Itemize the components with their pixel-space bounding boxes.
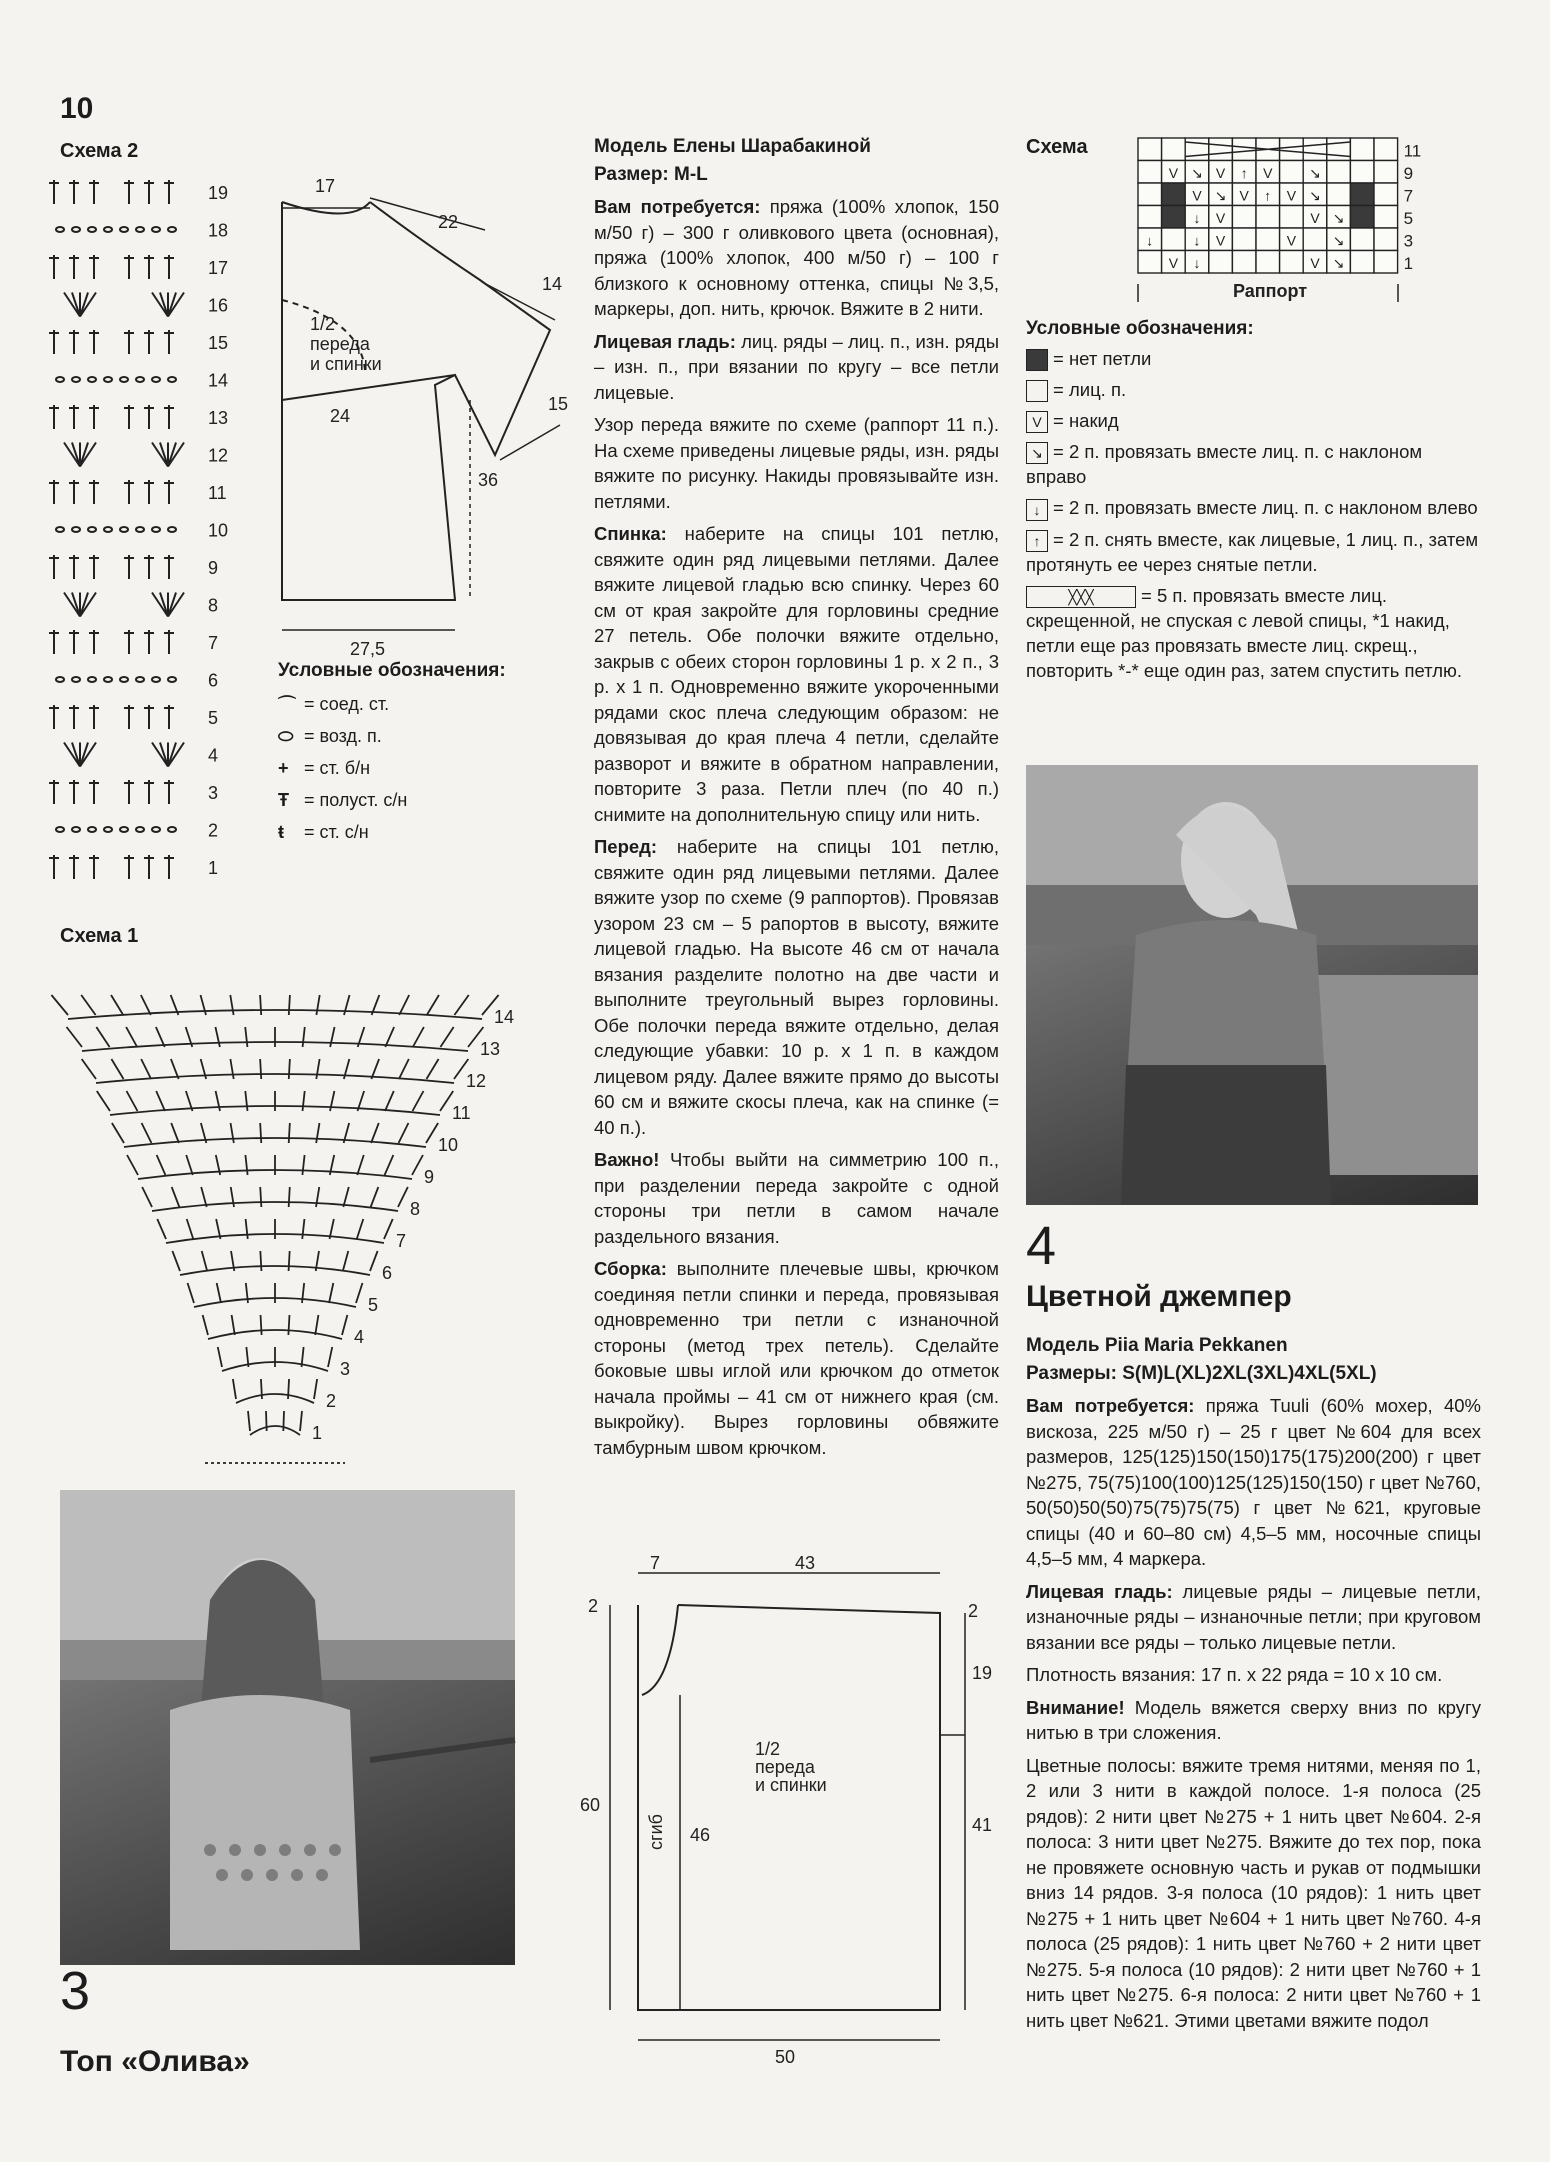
knit-cell [1256, 206, 1280, 229]
knit-cell [1280, 251, 1304, 274]
model3-paragraph: Спинка: наберите на спицы 101 петлю, свяжите один ряд лицевыми петлями. Далее вяжите лицевой гладью всю спинку. Через 60 см от края закройте для горловины средние 27 петель. Обе полочки вяжите отдельно, закрыв с обеих сторон горловины 1 р. х 2 п., 3 р. х 1 п. Одновременно вяжите укороченными рядами скос плеча следующим образом: не довязывая до края плеча 4 петли, сделайте разворот и вяжите в обратном направлении, повторите 3 раза. Петли плеч (по 40 п.) снимите на дополнительную спицу или нить. [594, 523, 999, 825]
knit-cell [1138, 206, 1162, 229]
knit-cell-symbol: ↘ [1214, 187, 1227, 204]
model3-size: Размер: M-L [594, 164, 708, 185]
crochet-legend-text: = соед. ст. [304, 693, 390, 714]
knit-legend-item [1026, 439, 1481, 489]
dim-41: 41 [972, 1815, 993, 1835]
knit-cell [1350, 138, 1374, 161]
knit-cell [1374, 228, 1398, 251]
scheme2-row-number: 4 [208, 745, 219, 766]
model3-paragraph: Важно! Чтобы выйти на симметрию 100 п., при разделении переда закройте с одной стороны три петли в самом начале раздельного вязания. [594, 1149, 999, 1247]
knit-cell [1280, 206, 1304, 229]
scheme2-row-number: 5 [208, 708, 219, 728]
model4-paragraphs [1026, 1393, 1481, 2033]
knit-cell [1374, 138, 1398, 161]
model3-author: Модель Елены Шарабакиной [594, 136, 871, 157]
stitch-symbol-icon: ⬭ [278, 725, 294, 746]
model4-author: Модель Piia Maria Pekkanen [1026, 1335, 1288, 1356]
model3-paragraph: Сборка: выполните плечевые швы, крючком соединяя петли спинки и переда, провязывая одновременно три петли с изнаночной стороны (метод трех петель). Сделайте боковые швы иглой или крючком до отметок начала проймы – 41 см от нижнего края (см. выкройку). Вырез горловины обвяжите тамбурным швом крючком. [594, 1258, 999, 1458]
scheme2-row-number: 9 [208, 558, 219, 578]
scheme2-row-number: 17 [208, 258, 229, 278]
pattern-top-diagram [270, 170, 590, 659]
knit-cell-symbol: V [1215, 165, 1226, 181]
knit-cell [1350, 206, 1374, 229]
crochet-legend-text: = ст. с/н [304, 821, 369, 842]
knit-row-number: 9 [1403, 164, 1414, 183]
knit-symbol-icon [1026, 380, 1048, 402]
dim-46: 46 [690, 1825, 711, 1845]
knit-cell-symbol: V [1286, 232, 1297, 249]
knit-cell [1232, 138, 1256, 161]
knit-scheme-title: Схема [1026, 136, 1088, 158]
scheme1-row-number: 3 [340, 1359, 351, 1379]
knit-cell-symbol: ↘ [1332, 255, 1345, 271]
knit-cell [1303, 138, 1327, 161]
knit-cell [1185, 138, 1209, 161]
scheme2-row-number: 18 [208, 220, 229, 241]
scheme2-row-number: 6 [208, 670, 219, 691]
knit-cell [1327, 138, 1351, 161]
knit-legend-text: = лиц. п. [1053, 379, 1127, 401]
knit-cell [1162, 206, 1186, 229]
knit-cell [1280, 138, 1304, 161]
dim-50: 50 [775, 2047, 796, 2067]
scheme2-row-number: 15 [208, 333, 229, 353]
scheme1-row-number: 9 [424, 1167, 435, 1187]
model3-paragraph: Вам потребуется: пряжа (100% хлопок, 150 м/50 г) – 300 г оливкового цвета (основная), пряжа (100% хлопок, 400 м/50 г) – 100 г близкого к основному оттенка, спицы №3,5, маркеры, доп. нить, крючок. Вяжите в 2 нити. [594, 196, 1000, 319]
knit-cell-symbol: V [1310, 255, 1320, 271]
dim-15: 15 [548, 394, 569, 414]
scheme2-row-number: 2 [208, 820, 219, 841]
knit-cell-symbol: V [1215, 210, 1226, 226]
knit-legend-item [1026, 346, 1481, 371]
crochet-legend-item [278, 784, 506, 816]
scheme1-row-number: 5 [368, 1295, 379, 1315]
dim-19: 19 [972, 1663, 993, 1683]
model3-paragraph: Лицевая гладь: лиц. ряды – лиц. п., изн. ряды – изн. п., при вязании по кругу – все петли лицевые. [594, 330, 999, 403]
scheme2-row-number: 12 [208, 445, 229, 466]
scheme2-row-number: 16 [208, 295, 229, 316]
scheme1-row-number: 10 [438, 1135, 459, 1155]
label-fold: сгиб [646, 1814, 666, 1850]
model4-paragraph: Плотность вязания: 17 п. x 22 ряда = 10 x 10 см. [1026, 1664, 1443, 1685]
scheme1-row-number: 12 [466, 1071, 487, 1091]
label-half-b: 1/2 [755, 1739, 781, 1759]
knit-cell [1303, 228, 1327, 251]
knit-symbol-icon: V [1026, 411, 1048, 433]
photo-model-4 [1026, 765, 1478, 1205]
knit-symbol-icon: ╳╳╳ [1026, 586, 1136, 608]
model3-text-column [594, 136, 999, 1467]
knit-row-number: 7 [1403, 186, 1414, 206]
knit-legend-text: = нет петли [1053, 348, 1152, 369]
scheme1-diagram [30, 955, 580, 1475]
scheme1-title: Схема 1 [60, 925, 139, 947]
model4-text-column [1026, 1335, 1481, 2040]
knit-cell [1256, 228, 1280, 251]
photo-model-3 [60, 1490, 515, 1965]
model3-paragraph: Узор переда вяжите по схеме (раппорт 11 п.). На схеме приведены лицевые ряды, изн. ряды вяжите по рисунку. Накиды провязывайте изн. петлями. [594, 414, 999, 512]
knit-cell [1138, 161, 1162, 184]
knit-legend-text: = 2 п. провязать вместе лиц. п. с наклоном вправо [1026, 441, 1423, 488]
crochet-legend-text: = возд. п. [304, 725, 382, 746]
knit-cell [1232, 228, 1256, 251]
knit-cell [1374, 251, 1398, 274]
scheme1-row-number: 11 [452, 1103, 471, 1123]
model4-paragraph: Цветные полосы: вяжите тремя нитями, меняя по 1, 2 или 3 нити в каждой полосе. 1-я полоса (25 рядов): 2 нити цвет №275 + 1 нить цвет №604. 2-я полоса: 3 нити цвет №275. Вяжите до тех пор, пока не провяжете основную часть и рукав от подмышки вниз 14 рядов. 3-я полоса (10 рядов): 1 нить цвет №275 + 1 нить цвет №604 + 1 нить цвет №760. 4-я полоса (25 рядов): 1 нить цвет №760 + 2 нити цвет №275. 5-я полоса (10 рядов): 2 нити цвет №760 + 1 нить цвет №275. 6-я полоса: 2 нити цвет №760 + 1 нить цвет №621. Этими цветами вяжите подол [1026, 1754, 1481, 2031]
knit-cell [1138, 251, 1162, 274]
knit-cell [1138, 138, 1162, 161]
knit-legend-item [1026, 408, 1481, 433]
scheme2-row-number: 13 [208, 408, 229, 428]
knit-cell-symbol: ↘ [1191, 165, 1203, 181]
knit-cell-symbol: ↘ [1332, 232, 1345, 249]
crochet-legend-text: = ст. б/н [304, 757, 371, 778]
knit-legend-item [1026, 583, 1481, 683]
model4-title: Цветной джемпер [1026, 1280, 1292, 1313]
label-back: и спинки [310, 354, 382, 374]
scheme2-row-number: 10 [208, 520, 229, 541]
scheme2-row-number: 3 [208, 783, 219, 803]
scheme2-row-number: 19 [208, 183, 229, 203]
knit-cell [1162, 138, 1186, 161]
knit-legend-text: = 5 п. провязать вместе лиц. скрещенной, не спуская с левой спицы, *1 накид, петли еще раз провязать вместе лиц. скрещ., повторить *-* еще один раз, затем спустить петлю. [1026, 584, 1463, 681]
knit-symbol-icon: ↘ [1026, 442, 1048, 464]
crochet-legend-text: = полуст. с/н [304, 789, 408, 810]
pattern-bottom-diagram [570, 1553, 993, 2070]
dim-17: 17 [315, 176, 336, 196]
knit-cell [1138, 183, 1162, 206]
knit-cell [1232, 251, 1256, 274]
knit-cell-symbol: ↓ [1146, 232, 1154, 249]
scheme1-row-number: 13 [480, 1039, 501, 1059]
model3-number: 3 [60, 1961, 91, 2021]
knit-cell-symbol: ↓ [1193, 232, 1201, 249]
model3-title: Топ «Олива» [60, 2045, 250, 2078]
stitch-symbol-icon: Ŧ [278, 789, 289, 810]
knit-cell-symbol: ↘ [1309, 187, 1321, 204]
crochet-legend-item [278, 720, 506, 752]
knit-cell [1374, 161, 1398, 184]
scheme2-row-number: 14 [208, 370, 229, 391]
knit-cell [1350, 161, 1374, 184]
dim-43: 43 [795, 1553, 816, 1573]
scheme2-title: Схема 2 [60, 140, 139, 162]
dim-27-5: 27,5 [350, 639, 386, 659]
knit-legend [1026, 318, 1481, 689]
scheme1-row-number: 2 [326, 1391, 337, 1411]
dim-2-right: 2 [968, 1601, 979, 1621]
knit-row-number: 1 [1403, 254, 1414, 273]
stitch-symbol-icon: + [278, 757, 289, 778]
knit-symbol-icon: ↓ [1026, 499, 1048, 521]
dim-24: 24 [330, 406, 351, 426]
model4-paragraph: Внимание! Модель вяжется сверху вниз по кругу нитью в три сложения. [1026, 1696, 1481, 1743]
crochet-legend-item [278, 688, 506, 720]
model4-paragraph: Вам потребуется: пряжа Tuuli (60% мохер, 40% вискоза, 225 м/50 г) – 25 г цвет №604 для всех размеров, 125(125)150(150)175(175)200(200) г цвет №275, 75(75)100(100)125(125)150(150) г цвет №760, 50(50)50(50)75(75)75(75) г цвет №621, круговые спицы (40 и 60–80 см) 4,5–5 мм, носочные спицы 4,5–5 мм, 4 маркера. [1026, 1395, 1482, 1569]
knit-cell-symbol: V [1168, 165, 1179, 181]
knit-legend-text: = накид [1053, 410, 1119, 432]
knit-cell-symbol: V [1263, 165, 1273, 181]
knit-cell-symbol: V [1239, 187, 1249, 204]
knit-legend-item [1026, 527, 1481, 577]
knit-cell [1256, 251, 1280, 274]
knit-cell-symbol: ↘ [1309, 165, 1321, 181]
scheme1-row-number: 7 [396, 1231, 407, 1251]
scheme2-row-number: 1 [208, 858, 219, 878]
label-half: 1/2 [310, 314, 336, 334]
knit-legend-item [1026, 377, 1481, 402]
model4-paragraph: Лицевая гладь: лицевые ряды – лицевые петли, изнаночные ряды – изнаночные петли; при круговом вязании все ряды – только лицевые петли. [1026, 1580, 1481, 1653]
knit-cell-symbol: ↓ [1193, 255, 1201, 271]
model3-paragraphs [594, 194, 999, 1460]
knit-cell-symbol: ↓ [1193, 210, 1201, 226]
dim-36: 36 [478, 470, 499, 490]
knit-cell-symbol: V [1310, 210, 1320, 226]
scheme2-row-number: 8 [208, 595, 219, 616]
stitch-symbol-icon: ŧ [278, 821, 284, 842]
knit-cell [1374, 183, 1398, 206]
knit-legend-item [1026, 495, 1481, 520]
dim-22: 22 [438, 212, 459, 232]
scheme1-row-number: 1 [312, 1423, 323, 1443]
dim-14: 14 [542, 274, 563, 294]
crochet-legend-item [278, 816, 506, 848]
knit-symbol-icon [1026, 349, 1048, 371]
knit-scheme-grid [1138, 132, 1438, 312]
model4-number: 4 [1026, 1216, 1057, 1276]
knit-cell [1209, 138, 1233, 161]
knit-row-number: 5 [1403, 209, 1414, 228]
knit-cell [1327, 183, 1351, 206]
knit-cell-symbol: V [1286, 187, 1297, 204]
knit-cell [1280, 161, 1304, 184]
scheme1-row-number: 6 [382, 1263, 393, 1283]
knit-cell [1162, 228, 1186, 251]
knit-legend-text: = 2 п. провязать вместе лиц. п. с наклоном влево [1053, 497, 1478, 519]
knit-cell-symbol: ↑ [1240, 165, 1248, 181]
scheme2-row-number: 7 [208, 633, 219, 653]
dim-7: 7 [650, 1553, 661, 1573]
knit-row-number: 11 [1403, 141, 1422, 161]
scheme1-row-number: 8 [410, 1199, 421, 1219]
model3-paragraph: Перед: наберите на спицы 101 петлю, свяжите один ряд лицевыми петлями. Далее вяжите узор по схеме (9 раппортов). Провязав узором 23 см – 5 рапортов в высоту, вяжите лицевой гладью. На высоте 46 см от начала вязания разделите полотно на две части и выполните треугольный вырез горловины. Обе полочки переда вяжите отдельно, делая следующие убавки: 10 р. х 1 п. в каждом лицевом ряду. Далее вяжите прямо до высоты 60 см и вяжите скосы плеча, как на спинке (= 40 п.). [594, 836, 999, 1138]
knit-cell-symbol: V [1192, 187, 1202, 204]
stitch-symbol-icon: ⌒ [278, 695, 296, 715]
knit-cell [1162, 183, 1186, 206]
label-front: переда [310, 334, 370, 354]
dim-2-left: 2 [588, 1596, 599, 1616]
rapport-label: Раппорт [1233, 281, 1308, 301]
knit-cell-symbol: ↘ [1332, 210, 1345, 226]
dim-60: 60 [580, 1795, 601, 1815]
knit-cell [1209, 251, 1233, 274]
knit-cell [1350, 183, 1374, 206]
crochet-legend-item [278, 752, 506, 784]
knit-cell [1350, 251, 1374, 274]
knit-cell [1232, 206, 1256, 229]
knit-cell-symbol: V [1215, 232, 1226, 249]
crochet-legend [278, 660, 506, 848]
label-back-b: и спинки [755, 1775, 827, 1795]
knit-cell [1327, 161, 1351, 184]
knit-cell [1350, 228, 1374, 251]
crochet-legend-title: Условные обозначения: [278, 660, 506, 681]
label-front-b: переда [755, 1757, 815, 1777]
scheme1-row-number: 4 [354, 1327, 365, 1347]
knit-legend-text: = 2 п. снять вместе, как лицевые, 1 лиц. п., затем протянуть ее через снятые петли. [1026, 528, 1479, 575]
page-number: 10 [60, 92, 94, 125]
knit-cell [1374, 206, 1398, 229]
knit-cell-symbol: ↑ [1264, 187, 1272, 204]
scheme2-row-number: 11 [208, 483, 227, 503]
scheme2-diagram [40, 180, 280, 920]
knit-row-number: 3 [1403, 231, 1414, 251]
knit-cell-symbol: V [1168, 255, 1179, 271]
knit-symbol-icon: ↑ [1026, 530, 1048, 552]
model4-sizes: Размеры: S(M)L(XL)2XL(3XL)4XL(5XL) [1026, 1363, 1377, 1384]
knit-legend-title: Условные обозначения: [1026, 318, 1254, 339]
scheme1-row-number: 14 [494, 1007, 515, 1027]
